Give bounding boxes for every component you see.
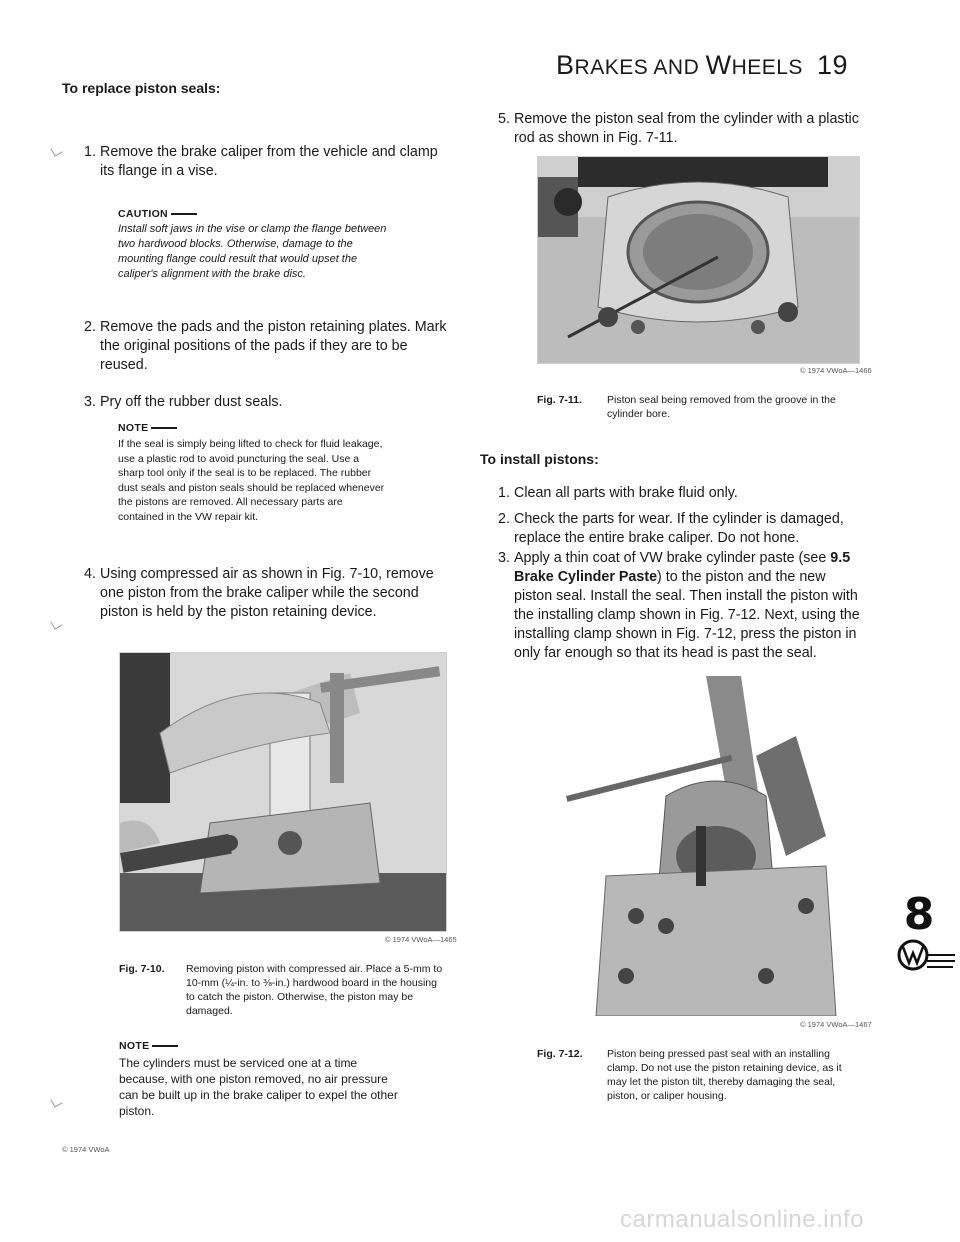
installing-clamp-illustration — [566, 676, 856, 1016]
figure-7-11-credit: © 1974 VWoA—1466 — [800, 366, 872, 375]
step-4: 4. Using compressed air as shown in Fig. 7-10, remove one piston from the brake caliper while the second piston is held by the piston retaining device. — [84, 566, 434, 620]
step-1: 1. Remove the brake caliper from the vehicle and clamp its flange in a vise. — [84, 144, 438, 179]
section-heading-install-pistons: To install pistons: — [480, 451, 599, 467]
figure-7-12-photo — [566, 676, 856, 1016]
compressed-air-piston-illustration — [120, 653, 446, 931]
section-tab-number: 8 — [903, 889, 935, 940]
footer-credit: © 1974 VWoA — [62, 1145, 110, 1154]
section-tab — [897, 889, 957, 983]
piston-seal-removal-illustration — [538, 157, 859, 363]
vw-logo-icon — [897, 937, 957, 977]
caution-rule — [171, 213, 197, 215]
figure-7-11-photo — [537, 156, 860, 364]
cross-reference-brake-cylinder-paste: 9.5 Brake Cylinder Paste — [514, 550, 851, 585]
running-header — [556, 50, 848, 81]
step-2: 2. Remove the pads and the piston retaining plates. Mark the original positions of the pads if they are to be reused. — [84, 319, 447, 373]
note-2-rule — [152, 1045, 178, 1047]
install-step-2: 2. Check the parts for wear. If the cylinder is damaged, replace the entire brake caliper. Do not hone. — [498, 511, 844, 546]
figure-7-11-caption: Fig. 7-11. Piston seal being removed from the groove in the cylinder bore. — [537, 394, 836, 420]
figure-7-12-caption: Fig. 7-12. Piston being pressed past seal with an installing clamp. Do not use the piston retaining device, as it may let the piston tilt, thereby damaging the seal, piston, or caliper housing. — [537, 1048, 842, 1102]
section-heading-replace-seals: To replace piston seals: — [62, 80, 221, 96]
header-letter-w: W — [705, 50, 732, 80]
header-text-1: RAKES AND — [574, 56, 706, 79]
figure-7-10-credit: © 1974 VWoA—1465 — [385, 935, 457, 944]
page-number: 19 — [816, 50, 848, 80]
margin-tick — [50, 617, 62, 629]
note-1-label: NOTE — [118, 422, 177, 434]
header-letter-b: B — [556, 50, 575, 80]
watermark: carmanualsonline.info — [620, 1206, 864, 1233]
caution-label: CAUTION — [118, 208, 197, 220]
note-1-rule — [151, 427, 177, 429]
note-2-label: NOTE — [119, 1040, 178, 1052]
caution-text: Install soft jaws in the vise or clamp the flange between two hardwood blocks. Otherwise, damage to the mounting flange could result that would upset the caliper's alignment with the brake disc. — [118, 223, 387, 280]
note-2-text: The cylinders must be serviced one at a time because, with one piston removed, no air pressure can be built up in the brake caliper to expel the other piston. — [119, 1056, 398, 1118]
figure-7-10-photo — [119, 652, 447, 932]
step-3: 3. Pry off the rubber dust seals. — [84, 394, 283, 410]
margin-tick — [50, 1095, 62, 1107]
note-1-text: If the seal is simply being lifted to check for fluid leakage, use a plastic rod to avoid puncturing the seal. Use a sharp tool only if the seal is to be replaced. The rubber dust seals and piston seals should be replaced whenever the pistons are removed. All necessary parts are contained in the VW repair kit. — [118, 438, 385, 523]
figure-7-12-credit: © 1974 VWoA—1467 — [800, 1020, 872, 1029]
install-step-3: 3. Apply a thin coat of VW brake cylinder paste (see 9.5 Brake Cylinder Paste) to the piston and the new piston seal. Install the seal. Then install the piston with the installing clamp shown in Fig. 7-12. Next, using the installing clamp shown in Fig. 7-12, press the piston in only far enough so that its head is past the seal. — [498, 550, 860, 661]
margin-tick — [50, 144, 62, 156]
header-text-2: HEELS — [731, 56, 803, 79]
step-5: 5. Remove the piston seal from the cylinder with a plastic rod as shown in Fig. 7-11. — [498, 111, 859, 146]
install-step-1: 1. Clean all parts with brake fluid only. — [498, 485, 738, 501]
figure-7-10-caption: Fig. 7-10. Removing piston with compressed air. Place a 5-mm to 10-mm (¼-in. to ⅜-in.) hardwood board in the housing to catch the piston. Otherwise, the piston may be damaged. — [119, 963, 443, 1017]
